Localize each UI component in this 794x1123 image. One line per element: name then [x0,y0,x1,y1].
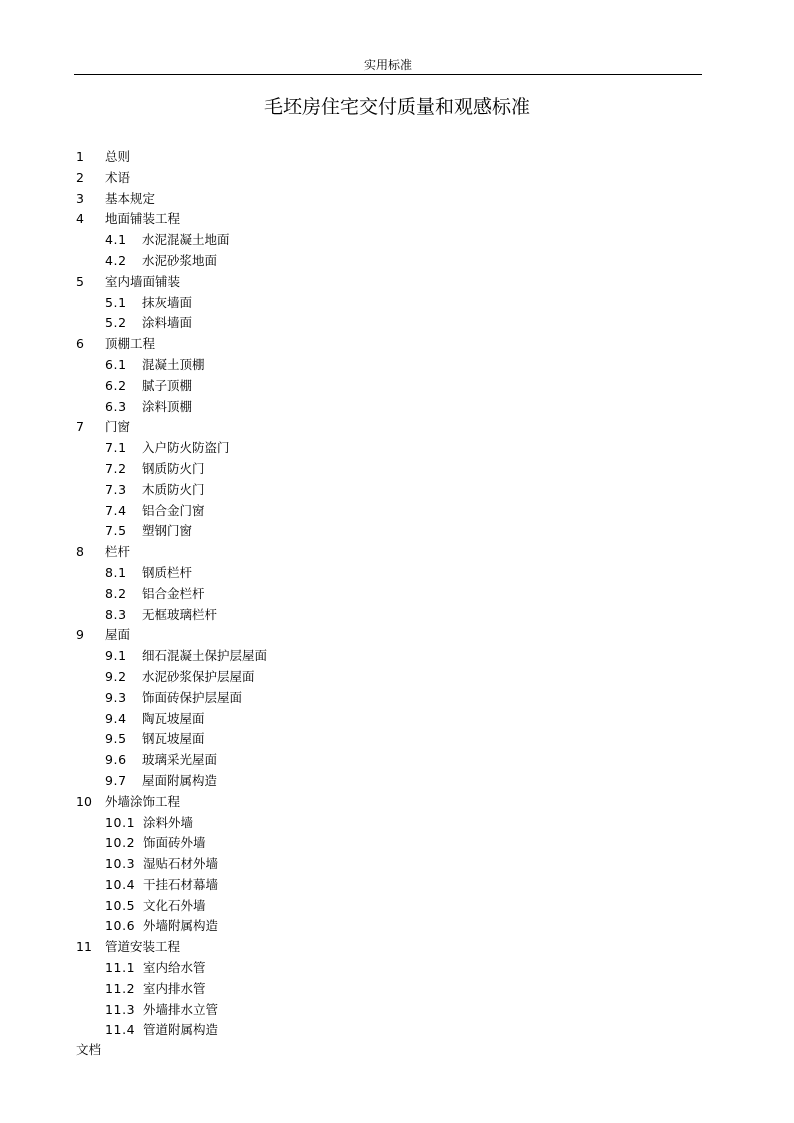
toc-number: 7 [76,419,84,435]
toc-label: 塑钢门窗 [142,523,193,539]
toc-label: 门窗 [105,419,131,435]
toc-subsection [0,501,794,522]
toc-subsection [0,729,794,750]
toc-number: 10.5 [105,897,136,913]
toc-label: 涂料外墙 [143,814,194,830]
toc-label: 文化石外墙 [143,897,206,913]
toc-label: 室内墙面铺装 [105,273,181,289]
toc-number: 9 [76,627,84,643]
toc-number: 10.1 [105,814,136,830]
toc-subsection [0,313,794,334]
toc-subsection [0,521,794,542]
toc-label: 管道安装工程 [105,939,181,955]
toc-label: 钢质防火门 [142,460,205,476]
toc-number: 4.2 [105,252,127,268]
toc-number: 9.5 [105,731,127,747]
toc-subsection [0,605,794,626]
toc-number: 11.4 [105,1022,136,1038]
toc-subsection [0,480,794,501]
toc-subsection [0,438,794,459]
toc-label: 涂料墙面 [142,315,193,331]
toc-label: 腻子顶棚 [142,377,193,393]
toc-number: 2 [76,169,84,185]
table-of-contents [0,147,794,1041]
toc-number: 1 [76,149,84,164]
toc-subsection [0,1020,794,1041]
toc-number: 9.2 [105,668,127,684]
toc-number: 11 [76,939,92,955]
toc-label: 入户防火防盗门 [142,440,230,456]
toc-label: 顶棚工程 [105,336,156,352]
toc-label: 屋面 [105,627,131,643]
toc-section [0,189,794,210]
toc-label: 术语 [105,169,131,185]
toc-label: 地面铺装工程 [105,211,181,227]
toc-label: 混凝土顶棚 [142,356,205,372]
toc-subsection [0,230,794,251]
toc-subsection [0,854,794,875]
toc-section [0,625,794,646]
toc-label: 干挂石材幕墙 [143,876,219,892]
toc-number: 7.2 [105,460,127,476]
toc-subsection [0,459,794,480]
toc-label: 室内给水管 [143,960,206,976]
toc-subsection [0,813,794,834]
toc-number: 4 [76,211,84,227]
toc-number: 11.1 [105,960,136,976]
header-text: 实用标准 [363,58,412,72]
toc-number: 8.3 [105,606,127,622]
toc-subsection [0,251,794,272]
toc-number: 11.3 [105,1001,136,1017]
toc-label: 外墙排水立管 [143,1001,219,1017]
toc-subsection [0,397,794,418]
toc-label: 饰面砖保护层屋面 [142,689,243,705]
toc-label: 涂料顶棚 [142,398,193,414]
toc-subsection [0,355,794,376]
toc-number: 7.3 [105,481,127,497]
toc-number: 3 [76,190,84,206]
toc-section [0,272,794,293]
toc-label: 钢质栏杆 [142,564,193,580]
toc-label: 外墙涂饰工程 [105,793,181,809]
toc-label: 水泥混凝土地面 [142,232,230,248]
toc-label: 管道附属构造 [143,1022,219,1038]
toc-number: 10.2 [105,835,136,851]
document-title: 毛坯房住宅交付质量和观感标准 [263,96,530,118]
toc-subsection [0,958,794,979]
page-footer [76,1041,101,1059]
toc-number: 8 [76,544,84,560]
toc-subsection [0,376,794,397]
toc-label: 陶瓦坡屋面 [142,710,205,726]
toc-label: 湿贴石材外墙 [143,856,219,872]
toc-number: 8.2 [105,585,127,601]
toc-subsection [0,875,794,896]
page-header [74,56,702,75]
toc-number: 10 [76,793,92,809]
toc-subsection [0,896,794,917]
toc-label: 抹灰墙面 [142,294,193,310]
toc-number: 9.7 [105,772,127,788]
toc-number: 10.4 [105,876,136,892]
toc-subsection [0,563,794,584]
toc-label: 栏杆 [105,544,131,560]
toc-subsection [0,667,794,688]
toc-label: 细石混凝土保护层屋面 [142,648,268,664]
toc-label: 无框玻璃栏杆 [142,606,218,622]
toc-number: 9.3 [105,689,127,705]
toc-label: 总则 [105,149,131,164]
toc-label: 钢瓦坡屋面 [142,731,205,747]
toc-number: 5.2 [105,315,127,331]
toc-label: 饰面砖外墙 [143,835,206,851]
toc-label: 基本规定 [105,190,156,206]
toc-label: 铝合金栏杆 [142,585,205,601]
toc-subsection [0,833,794,854]
toc-number: 5.1 [105,294,127,310]
toc-subsection [0,771,794,792]
footer-text: 文档 [76,1042,102,1057]
toc-subsection [0,584,794,605]
toc-subsection [0,1000,794,1021]
toc-section [0,168,794,189]
toc-number: 6.3 [105,398,127,414]
toc-label: 水泥砂浆保护层屋面 [142,668,255,684]
toc-number: 11.2 [105,980,136,996]
toc-number: 7.1 [105,440,127,456]
toc-subsection [0,750,794,771]
toc-label: 水泥砂浆地面 [142,252,218,268]
toc-section [0,209,794,230]
toc-subsection [0,979,794,1000]
toc-number: 9.1 [105,648,127,664]
toc-number: 8.1 [105,564,127,580]
toc-section [0,147,794,168]
toc-number: 6.2 [105,377,127,393]
toc-section [0,417,794,438]
toc-subsection [0,293,794,314]
toc-number: 6.1 [105,356,127,372]
toc-label: 玻璃采光屋面 [142,752,218,768]
toc-subsection [0,709,794,730]
toc-number: 6 [76,336,84,352]
toc-number: 9.4 [105,710,127,726]
toc-subsection [0,646,794,667]
toc-number: 5 [76,273,84,289]
toc-label: 室内排水管 [143,980,206,996]
toc-section [0,937,794,958]
toc-number: 9.6 [105,752,127,768]
toc-number: 7.4 [105,502,127,518]
toc-label: 外墙附属构造 [143,918,219,934]
toc-label: 铝合金门窗 [142,502,205,518]
toc-label: 屋面附属构造 [142,772,218,788]
toc-number: 4.1 [105,232,127,248]
toc-number: 7.5 [105,523,127,539]
toc-label: 木质防火门 [142,481,205,497]
toc-number: 10.6 [105,918,136,934]
toc-section [0,542,794,563]
toc-section [0,334,794,355]
toc-subsection [0,916,794,937]
toc-subsection [0,688,794,709]
toc-number: 10.3 [105,856,136,872]
toc-section [0,792,794,813]
